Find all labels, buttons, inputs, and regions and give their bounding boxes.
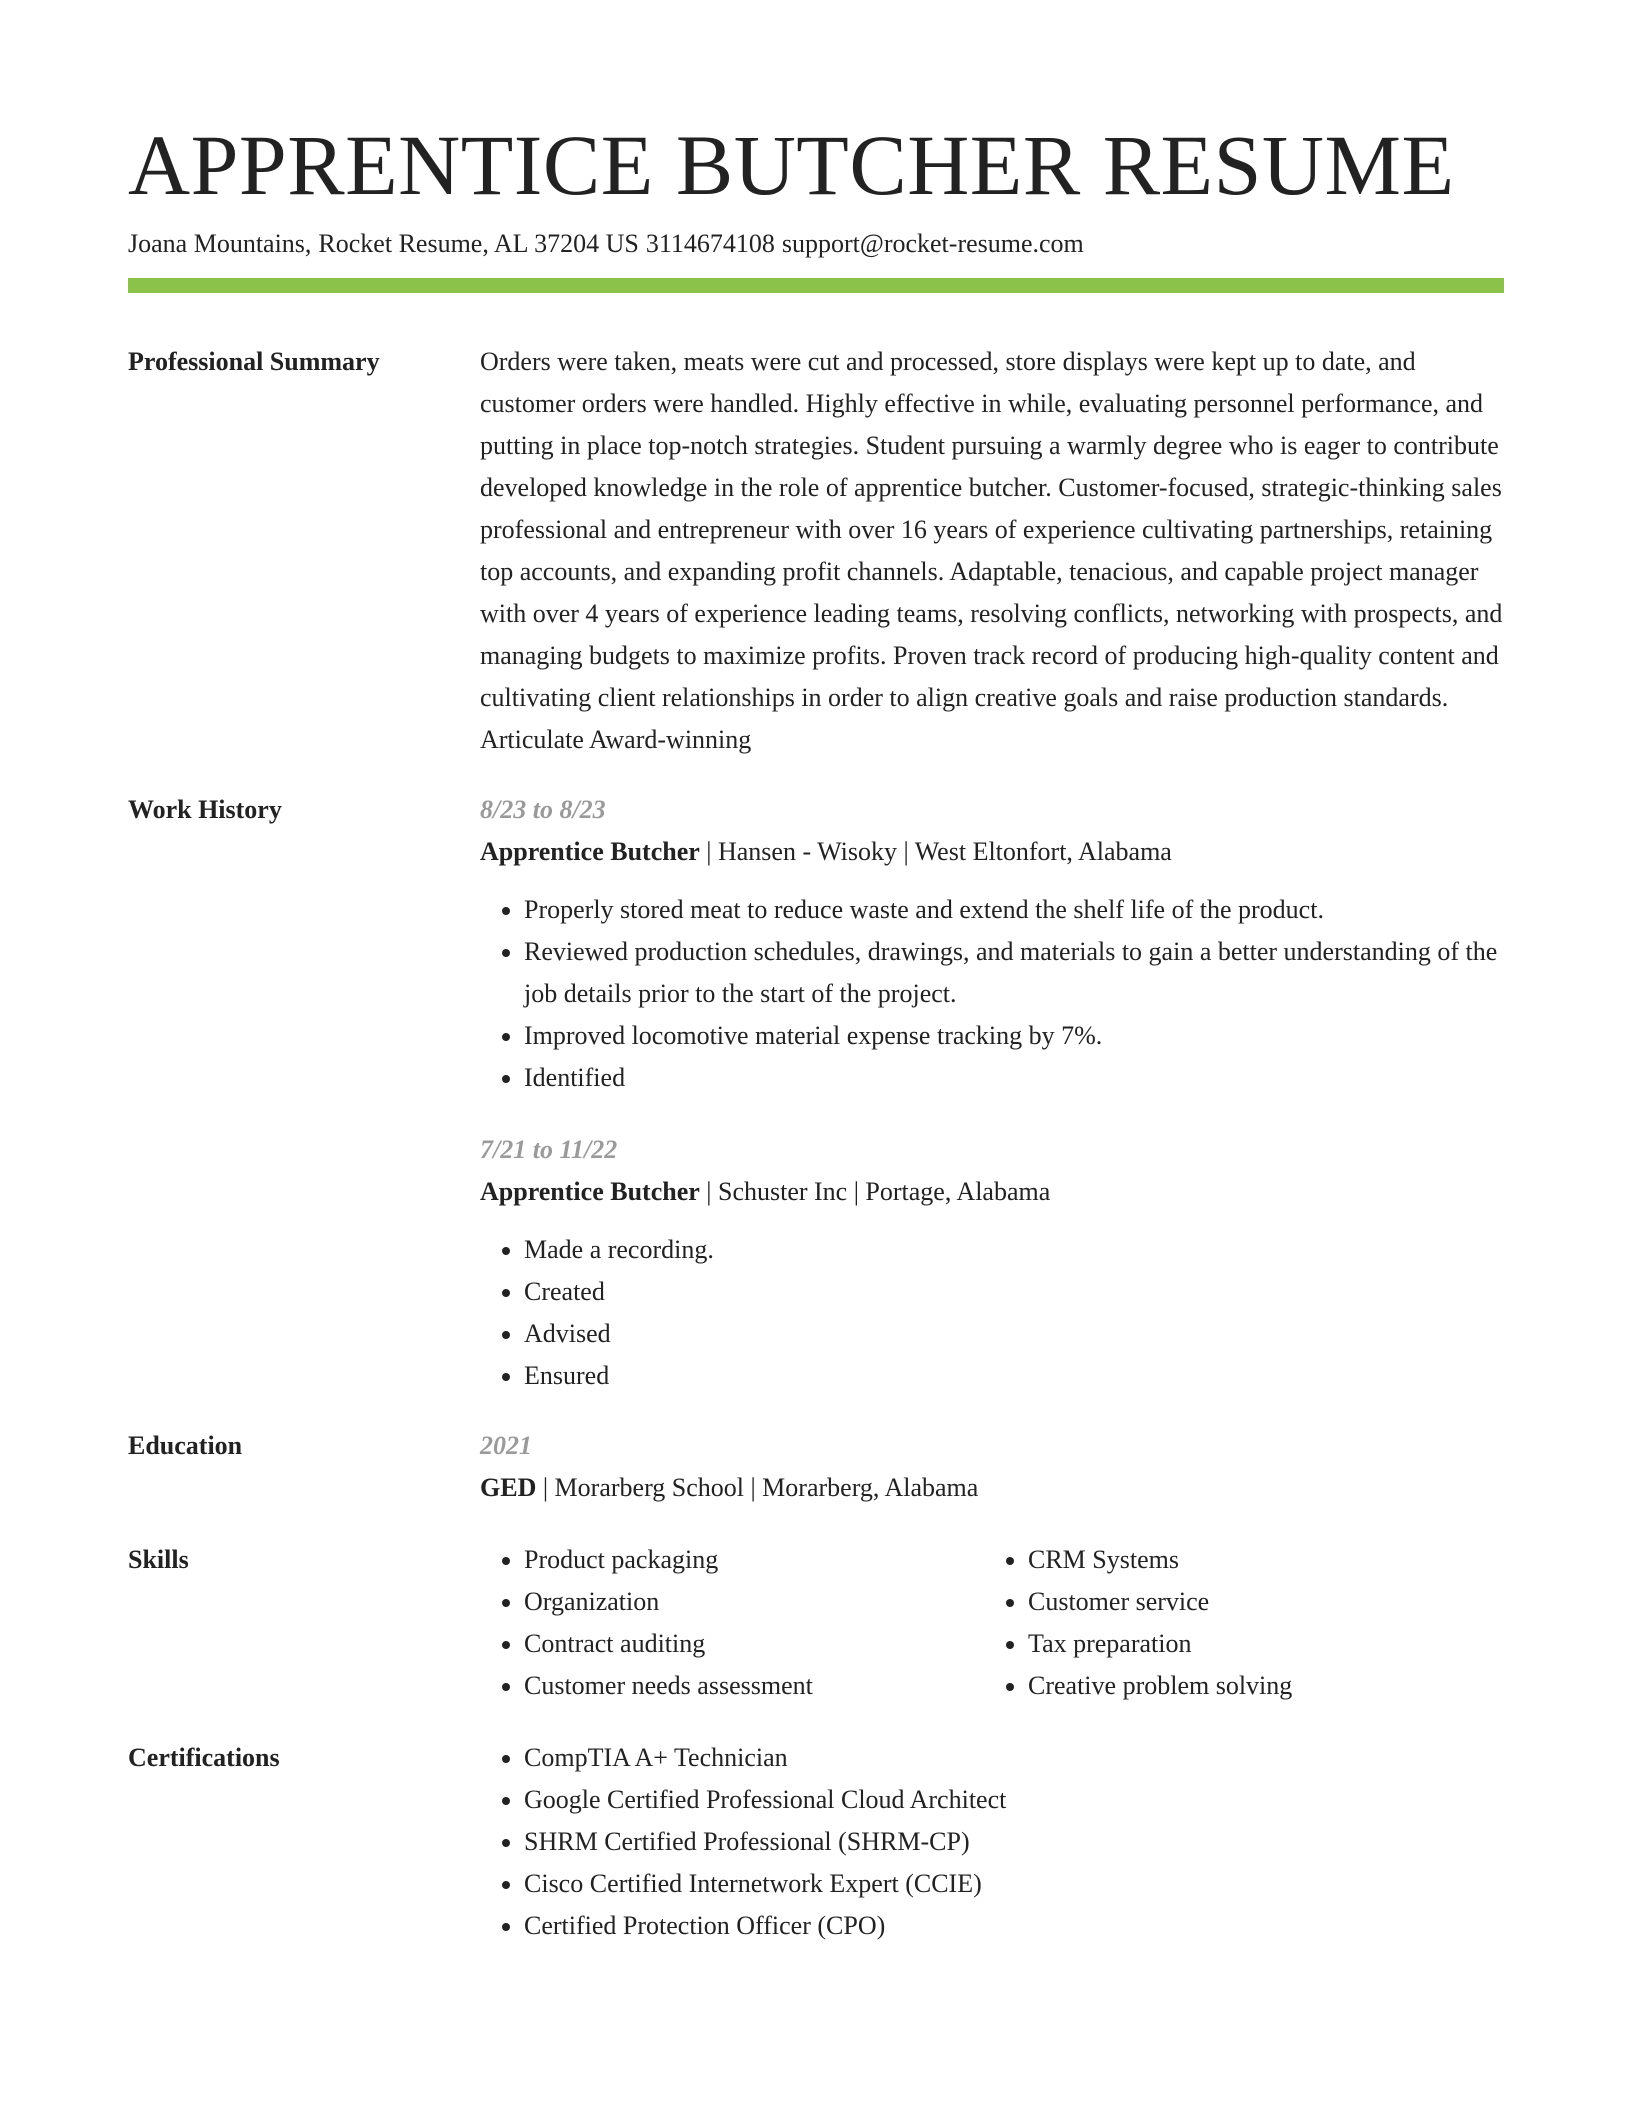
contact-email[interactable]: support@rocket-resume.com [781, 228, 1084, 258]
skills-section [128, 1539, 1504, 1707]
certifications-label: Certifications [128, 1743, 280, 1773]
certification-item: • Certified Protection Officer (CPO) [524, 1905, 1504, 1947]
education-year: 2021 [480, 1431, 532, 1461]
skill-item: • Contract auditing [524, 1623, 984, 1665]
job-role-line [480, 1171, 1504, 1213]
job-bullet: • Advised [524, 1313, 1504, 1355]
job-title: Apprentice Butcher [480, 837, 700, 867]
summary-section [128, 341, 1504, 761]
education-line [480, 1467, 1504, 1509]
education-details: | Morarberg School | Morarberg, Alabama [536, 1473, 979, 1503]
job-bullet: • Identified [524, 1057, 1504, 1099]
skill-item: • Customer service [1028, 1581, 1488, 1623]
resume-page [128, 118, 1504, 1947]
contact-phone: 3114674108 [645, 228, 775, 258]
skill-item: • Creative problem solving [1028, 1665, 1488, 1707]
skills-body [480, 1539, 1504, 1707]
skill-item: • Customer needs assessment [524, 1665, 984, 1707]
job-entry [480, 789, 1504, 1099]
job-role-line [480, 831, 1504, 873]
job-title: Apprentice Butcher [480, 1177, 700, 1207]
summary-text: Orders were taken, meats were cut and processed, store displays were kept up to date, and customer orders were handled. Highly effective in while, evaluating personnel performance, and putting in place top-notch strategies. Student pursuing a warmly degree who is eager to contribute developed knowledge in the role of apprentice butcher. Customer-focused, strategic-thinking sales professional and entrepreneur with over 16 years of experience cultivating partnerships, retaining top accounts, and expanding profit channels. Adaptable, tenacious, and capable project manager with over 4 years of experience leading teams, resolving conflicts, networking with prospects, and managing budgets to maximize profits. Proven track record of producing high-quality content and cultivating client relationships in order to align creative goals and raise production standards. Articulate Award-winning [480, 347, 1503, 755]
contact-address: Rocket Resume, AL 37204 US [318, 228, 639, 258]
job-bullet: • Made a recording. [524, 1229, 1504, 1271]
contact-line [128, 227, 1504, 261]
education-label: Education [128, 1431, 243, 1461]
resume-title: APPRENTICE BUTCHER RESUME [128, 117, 1455, 213]
work-history-body [480, 789, 1504, 1397]
job-bullets [480, 889, 1504, 1099]
job-bullet: • Improved locomotive material expense tracking by 7%. [524, 1015, 1504, 1057]
education-degree: GED [480, 1473, 537, 1503]
certification-item: • Google Certified Professional Cloud Architect [524, 1779, 1504, 1821]
job-details: | Schuster Inc | Portage, Alabama [699, 1177, 1051, 1207]
education-body [480, 1425, 1504, 1509]
job-entry [480, 1129, 1504, 1397]
certification-item: • CompTIA A+ Technician [524, 1737, 1504, 1779]
certifications-list [480, 1737, 1504, 1947]
work-history-section [128, 789, 1504, 1397]
certification-item: • SHRM Certified Professional (SHRM-CP) [524, 1821, 1504, 1863]
work-history-label: Work History [128, 795, 282, 825]
skill-item: • CRM Systems [1028, 1539, 1488, 1581]
job-dates: 8/23 to 8/23 [480, 795, 606, 825]
header-divider [128, 278, 1504, 293]
summary-label: Professional Summary [128, 347, 380, 377]
job-bullet: • Properly stored meat to reduce waste and extend the shelf life of the product. [524, 889, 1504, 931]
certifications-section [128, 1737, 1504, 1947]
education-section [128, 1425, 1504, 1509]
skills-column-2 [984, 1539, 1488, 1707]
skill-item: • Tax preparation [1028, 1623, 1488, 1665]
contact-name: Joana Mountains, [128, 228, 312, 258]
job-dates: 7/21 to 11/22 [480, 1135, 618, 1165]
certifications-body [480, 1737, 1504, 1947]
job-bullet: • Ensured [524, 1355, 1504, 1397]
skill-item: • Product packaging [524, 1539, 984, 1581]
certification-item: • Cisco Certified Internetwork Expert (CCIE) [524, 1863, 1504, 1905]
job-bullets [480, 1229, 1504, 1397]
skill-item: • Organization [524, 1581, 984, 1623]
job-bullet: • Reviewed production schedules, drawings, and materials to gain a better understanding of the job details prior to the start of the project. [524, 931, 1504, 1015]
job-details: | Hansen - Wisoky | West Eltonfort, Alabama [699, 837, 1172, 867]
job-bullet: • Created [524, 1271, 1504, 1313]
skills-column-1 [480, 1539, 984, 1707]
skills-label: Skills [128, 1545, 189, 1575]
